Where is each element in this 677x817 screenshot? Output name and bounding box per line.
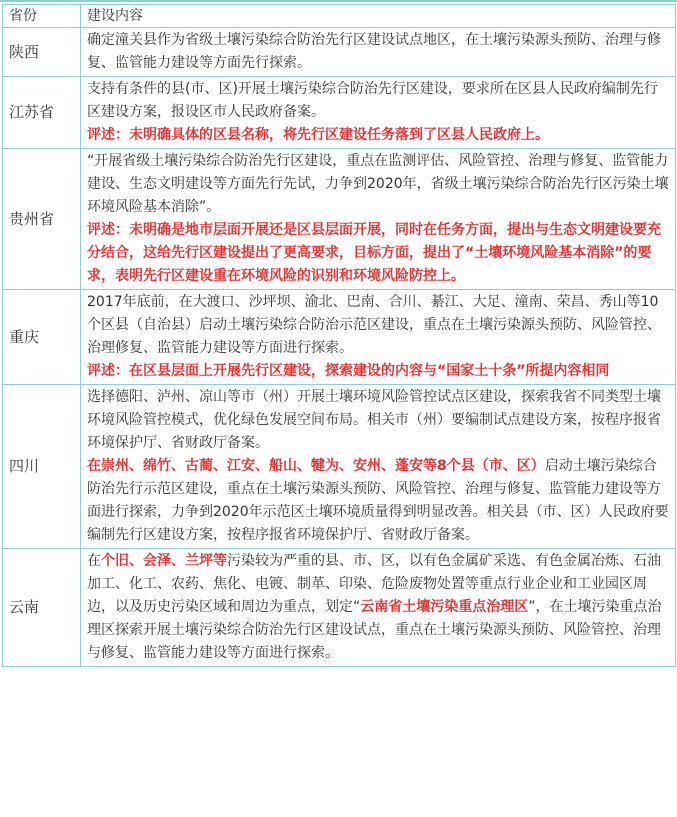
table-row-sichuan <box>3 385 676 549</box>
paragraph-text: 启动土壤污染综合防治先行示范区建设，重点在土壤污染源头预防、风险管控、治理与修复、监管能力建设等方面进行探索，力争到2020年示范区土壤环境质量得到明显改善。相关县（市、区）人民政府要编制先行区建设方案，按程序报省环境保护厅、省财政厅备案。 <box>87 458 669 543</box>
header-province: 省份 <box>3 5 81 28</box>
table-row-shaanxi <box>3 28 676 77</box>
comment-paragraph: 评述：未明确是地市层面开展还是区县层面开展，同时在任务方面，提出与生态文明建设要充分结合，这给先行区建设提出了更高要求，目标方面，提出了“土壤环境风险基本消除”的要求，表明先行区建设重在环境风险的识别和环境风险防控上。 <box>87 222 661 284</box>
policy-table <box>2 4 676 667</box>
content-cell <box>81 549 676 667</box>
content-cell <box>81 149 676 290</box>
highlight-county-list: 个旧、会泽、兰坪等 <box>101 553 227 569</box>
header-content: 建设内容 <box>81 5 676 28</box>
content-paragraph: 选择德阳、泸州、凉山等市（州）开展土壤环境风险管控试点区建设，探索我省不同类型土壤环境风险管控模式，优化绿色发展空间布局。相关市（州）要编制试点建设方案，按程序报省环境保护厅、省财政厅备案。 <box>87 389 661 451</box>
province-cell: 江苏省 <box>3 77 81 149</box>
comment-paragraph: 评述：在区县层面上开展先行区建设，探索建设的内容与“国家土十条”所提内容相同 <box>87 363 610 379</box>
table-row-jiangsu <box>3 77 676 149</box>
content-paragraph: “开展省级土壤污染综合防治先行区建设，重点在监测评估、风险管控、治理与修复、监管能力建设、生态文明建设等方面先行先试，力争到2020年，省级土壤污染综合防治先行区污染土壤环境风险基本消除”。 <box>87 153 669 215</box>
province-cell: 云南 <box>3 549 81 667</box>
province-cell: 贵州省 <box>3 149 81 290</box>
table-header-row <box>3 5 676 28</box>
content-paragraph: 确定潼关县作为省级土壤污染综合防治先行区建设试点地区，在土壤污染源头预防、治理与修复、监管能力建设等方面先行探索。 <box>87 32 661 71</box>
content-paragraph: 支持有条件的县(市、区)开展土壤污染综合防治先行区建设，要求所在区县人民政府编制先行区建设方案，报设区市人民政府备案。 <box>87 81 658 120</box>
province-cell: 重庆 <box>3 290 81 385</box>
paragraph-text: 在 <box>87 553 101 569</box>
content-paragraph <box>87 550 669 665</box>
content-cell <box>81 77 676 149</box>
content-paragraph-2 <box>87 455 669 547</box>
comment-paragraph: 评述：未明确具体的区县名称，将先行区建设任务落到了区县人民政府上。 <box>87 127 549 143</box>
province-cell: 四川 <box>3 385 81 549</box>
content-cell <box>81 385 676 549</box>
paragraph-text: 污染较为严重的县、市、区，以有色金属矿采选、有色金属冶炼、石油加工、化工、农药、焦化、电镀、制革、印染、危险废物处置等重点行业企业和工业园区周边，以及历史污染区域和周边为重点，划定“ <box>87 553 661 615</box>
table-row-chongqing <box>3 290 676 385</box>
paragraph-text: ”，在土壤污染重点治理区探索开展土壤污染综合防治先行区建设试点，重点在土壤污染源头预防、风险管控、治理与修复、监管能力建设等方面进行探索。 <box>87 599 662 661</box>
top-border-line <box>0 0 677 2</box>
highlight-county-list: 在崇州、绵竹、古蔺、江安、船山、犍为、安州、蓬安等8个县（市、区） <box>87 458 545 474</box>
highlight-zone-name: 云南省土壤污染重点治理区 <box>360 599 529 615</box>
content-paragraph: 2017年底前，在大渡口、沙坪坝、渝北、巴南、合川、綦江、大足、潼南、荣昌、秀山等10个区县（自治县）启动土壤污染综合防治示范区建设，重点在土壤污染源头预防、风险管控、治理修复、监管能力建设等方面进行探索。 <box>87 294 661 356</box>
table-row-yunnan <box>3 549 676 667</box>
content-cell <box>81 290 676 385</box>
content-cell <box>81 28 676 77</box>
province-cell: 陕西 <box>3 28 81 77</box>
table-row-guizhou <box>3 149 676 290</box>
